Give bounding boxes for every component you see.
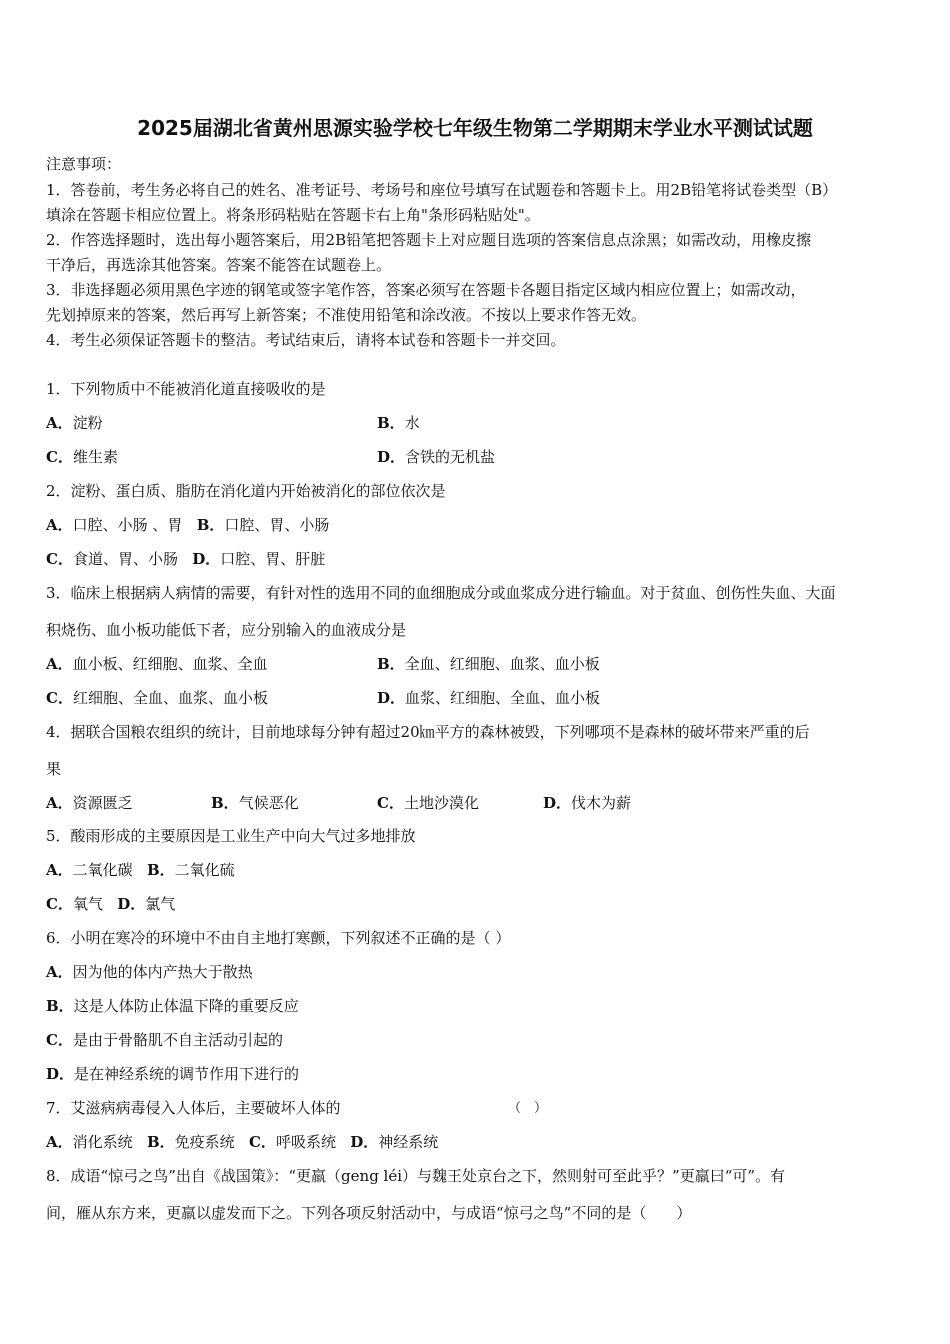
q4-option-d: D．伐木为薪 — [543, 794, 632, 812]
notice-line: 干净后，再选涂其他答案。答案不能答在试题卷上。 — [46, 256, 392, 274]
question-4-stem-cont: 果 — [46, 760, 62, 778]
question-8-stem-cont: 间，雁从东方来，更羸以虚发而下之。下列各项反射活动中，与成语“惊弓之鸟”不同的是（ ） — [46, 1204, 692, 1222]
q6-option-c: C．是由于骨骼肌不自主活动引起的 — [46, 1031, 283, 1049]
q3-option-a: A．血小板、红细胞、血浆、全血 — [46, 655, 268, 673]
question-8-stem: 8．成语“惊弓之鸟”出自《战国策》：“更羸（geng léi）与魏王处京台之下，然则射可至此乎？”更羸曰“可”。有 — [46, 1167, 786, 1185]
notice-line: 2．作答选择题时，选出每小题答案后，用2B铅笔把答题卡上对应题目选项的答案信息点涂黑；如需改动，用橡皮擦 — [46, 231, 812, 249]
q5-option-ab: A．二氧化碳 B．二氧化硫 — [46, 861, 235, 879]
notice-heading: 注意事项： — [46, 155, 122, 173]
q6-option-b: B．这是人体防止体温下降的重要反应 — [46, 997, 299, 1015]
question-5-stem: 5．酸雨形成的主要原因是工业生产中向大气过多地排放 — [46, 827, 416, 845]
answer-blank: （ ） — [508, 1101, 548, 1116]
q3-option-d: D．血浆、红细胞、全血、血小板 — [377, 689, 601, 707]
q1-option-a: A．淀粉 — [46, 414, 103, 432]
question-1-stem: 1．下列物质中不能被消化道直接吸收的是 — [46, 380, 326, 398]
q5-option-cd: C．氧气 D．氯气 — [46, 895, 176, 913]
notice-line: 3．非选择题必须用黑色字迹的钢笔或签字笔作答，答案必须写在答题卡各题目指定区域内相应位置上；如需改动， — [46, 281, 806, 299]
notice-line: 1．答卷前，考生务必将自己的姓名、准考证号、考场号和座位号填写在试题卷和答题卡上。用2B铅笔将试卷类型（B） — [46, 181, 838, 199]
notice-line: 4．考生必须保证答题卡的整洁。考试结束后，请将本试卷和答题卡一并交回。 — [46, 331, 566, 349]
q4-option-c: C．土地沙漠化 — [377, 794, 479, 812]
question-3-stem: 3．临床上根据病人病情的需要，有针对性的选用不同的血细胞成分或血浆成分进行输血。对于贫血、创伤性失血、大面 — [46, 584, 836, 602]
q7-options: A．消化系统 B．免疫系统 C．呼吸系统 D．神经系统 — [46, 1133, 439, 1151]
question-3-stem-cont: 积烧伤、血小板功能低下者，应分别输入的血液成分是 — [46, 621, 407, 639]
page-title: 2025届湖北省黄州思源实验学校七年级生物第二学期期末学业水平测试试题 — [137, 116, 813, 140]
question-4-stem: 4．据联合国粮农组织的统计，目前地球每分钟有超过20㎞平方的森林被毁，下列哪项不是森林的破坏带来严重的后 — [46, 723, 810, 741]
question-6-stem: 6．小明在寒冷的环境中不由自主地打寒颤，下列叙述不正确的是（ ） — [46, 929, 511, 947]
question-7-stem: 7．艾滋病病毒侵入人体后，主要破坏人体的 — [46, 1099, 341, 1117]
q6-option-a: A．因为他的体内产热大于散热 — [46, 963, 253, 981]
q4-option-a: A．资源匮乏 — [46, 794, 133, 812]
q3-option-c: C．红细胞、全血、血浆、血小板 — [46, 689, 268, 707]
q1-option-d: D．含铁的无机盐 — [377, 448, 496, 466]
q1-option-c: C．维生素 — [46, 448, 118, 466]
q6-option-d: D．是在神经系统的调节作用下进行的 — [46, 1065, 300, 1083]
notice-line: 先划掉原来的答案，然后再写上新答案；不准使用铅笔和涂改液。不按以上要求作答无效。 — [46, 306, 647, 324]
notice-line: 填涂在答题卡相应位置上。将条形码粘贴在答题卡右上角"条形码粘贴处"。 — [46, 206, 540, 224]
question-2-stem: 2．淀粉、蛋白质、脂肪在消化道内开始被消化的部位依次是 — [46, 482, 446, 500]
q2-option-cd: C．食道、胃、小肠 D．口腔、胃、肝脏 — [46, 550, 326, 568]
q1-option-b: B．水 — [377, 414, 420, 432]
q2-option-ab: A．口腔、小肠 、胃 B．口腔、胃、小肠 — [46, 516, 330, 534]
q3-option-b: B．全血、红细胞、血浆、血小板 — [377, 655, 600, 673]
q4-option-b: B．气候恶化 — [211, 794, 299, 812]
